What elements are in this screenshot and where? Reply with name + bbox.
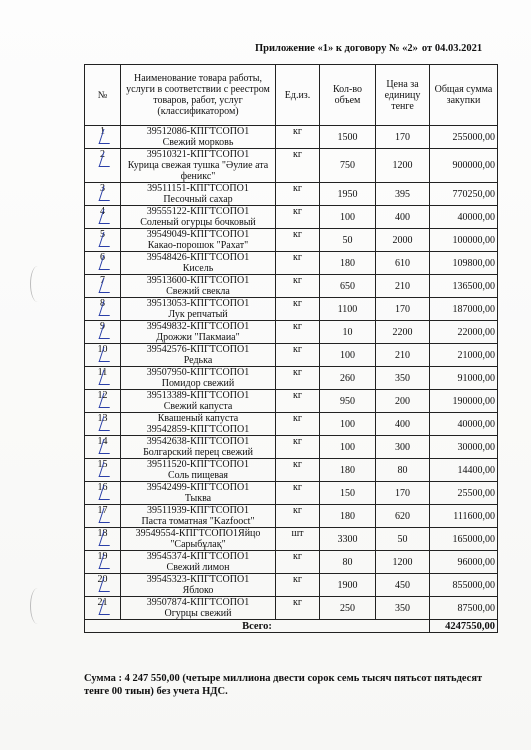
item-code: 39513389-КПГТСОПО1 [146,390,250,401]
quantity-cell: 1100 [320,298,376,321]
row-number: 16 [97,482,108,493]
sum-cell: 855000,00 [430,574,498,597]
row-number-cell [85,528,121,551]
item-name-cell [121,413,276,436]
item-code: 39507950-КПГТСОПО1 [146,367,250,378]
sum-cell: 96000,00 [430,551,498,574]
sum-cell: 91000,00 [430,367,498,390]
price-cell: 80 [376,459,430,482]
quantity-cell: 750 [320,149,376,183]
row-number-cell [85,597,121,620]
sum-cell: 21000,00 [430,344,498,367]
row-number: 14 [97,436,108,447]
row-number-cell [85,436,121,459]
table-row [85,367,498,390]
item-code: 39542499-КПГТСОПО1 [146,482,250,493]
item-name: Паста томатная "Kazfooct" [141,516,255,527]
item-name: Песочный сахар [163,194,233,205]
row-number: 12 [97,390,108,401]
row-number: 2 [100,149,105,160]
item-code: 39513600-КПГТСОПО1 [146,275,250,286]
row-number-cell [85,126,121,149]
table-row [85,597,498,620]
item-code: 39511520-КПГТСОПО1 [146,459,250,470]
punch-hole [30,588,45,624]
item-code: 39507874-КПГТСОПО1 [146,597,250,608]
item-name: Свежий свекла [166,286,230,297]
item-name: Свежий лимон [166,562,230,573]
item-name: Лук репчатый [168,309,228,320]
item-name: Яблоко [182,585,214,596]
sum-cell: 136500,00 [430,275,498,298]
item-code: 39549554-КПГТСОПО1Яйцо [135,528,261,539]
item-code: Квашеный капуста [157,413,239,424]
item-name: Редька [183,355,213,366]
unit-cell: кг [276,413,320,436]
sum-cell: 900000,00 [430,149,498,183]
unit-cell: кг [276,229,320,252]
item-name-cell [121,390,276,413]
row-number-cell [85,459,121,482]
unit-cell: кг [276,298,320,321]
total-sum-text: Сумма : 4 247 550,00 (четыре миллиона двести сорок семь тысяч пятьсот пятьдесят тенге 00 тиын) без учета НДС. [84,673,483,697]
price-cell: 2000 [376,229,430,252]
sum-cell: 30000,00 [430,436,498,459]
item-code: 39542638-КПГТСОПО1 [146,436,250,447]
table-row [85,413,498,436]
item-name: Кисель [182,263,214,274]
procurement-table [84,64,498,633]
item-name-cell [121,298,276,321]
quantity-cell: 100 [320,206,376,229]
quantity-cell: 1950 [320,183,376,206]
row-number: 20 [97,574,108,585]
item-name: Помидор свежий [161,378,235,389]
item-code: 39549832-КПГТСОПО1 [146,321,250,332]
item-code: 39555122-КПГТСОПО1 [146,206,250,217]
sum-cell: 40000,00 [430,206,498,229]
row-number-cell [85,574,121,597]
row-number: 5 [100,229,105,240]
unit-cell: кг [276,344,320,367]
punch-hole [30,266,45,302]
price-cell: 170 [376,482,430,505]
sum-cell: 111600,00 [430,505,498,528]
item-code: 39513053-КПГТСОПО1 [146,298,250,309]
item-code: 39542576-КПГТСОПО1 [146,344,250,355]
table-row [85,149,498,183]
row-number-cell [85,413,121,436]
table-row [85,275,498,298]
sum-cell: 190000,00 [430,390,498,413]
price-cell: 350 [376,597,430,620]
unit-cell: кг [276,275,320,298]
table-row [85,390,498,413]
table-row [85,252,498,275]
column-header-quantity: Кол-во объем [320,65,376,126]
price-cell: 50 [376,528,430,551]
item-name-cell [121,551,276,574]
item-name-cell [121,321,276,344]
sum-cell: 100000,00 [430,229,498,252]
unit-cell: кг [276,206,320,229]
table-header-row [85,65,498,126]
row-number-cell [85,206,121,229]
column-header-price: Цена за единицу тенге [376,65,430,126]
quantity-cell: 150 [320,482,376,505]
row-number: 1 [100,126,105,137]
price-cell: 395 [376,183,430,206]
column-header-sum: Общая сумма закупки [430,65,498,126]
table-row [85,505,498,528]
price-cell: 2200 [376,321,430,344]
item-name: Тыква [184,493,212,504]
item-name-cell [121,229,276,252]
quantity-cell: 1900 [320,574,376,597]
sum-cell: 109800,00 [430,252,498,275]
table-row [85,574,498,597]
unit-cell: кг [276,436,320,459]
item-code: 39512086-КПГТСОПО1 [146,126,250,137]
quantity-cell: 10 [320,321,376,344]
price-cell: 620 [376,505,430,528]
unit-cell: кг [276,459,320,482]
total-value: 4247550,00 [430,620,498,633]
item-name-cell [121,252,276,275]
item-name-cell [121,597,276,620]
document-header [255,43,515,54]
sum-cell: 770250,00 [430,183,498,206]
row-number-cell [85,321,121,344]
table-row [85,183,498,206]
table-row [85,551,498,574]
column-header-unit: Ед.из. [276,65,320,126]
table-row [85,436,498,459]
row-number-cell [85,390,121,413]
table-row [85,229,498,252]
row-number: 7 [100,275,105,286]
total-label: Всего: [85,620,430,633]
row-number-cell [85,149,121,183]
price-cell: 1200 [376,149,430,183]
column-header-name: Наименование товара работы, услуги в соответствии с реестром товаров, работ, услуг (классификатором) [121,65,276,126]
row-number-cell [85,367,121,390]
price-cell: 400 [376,413,430,436]
quantity-cell: 80 [320,551,376,574]
item-name: Какао-порошок "Рахат" [147,240,249,251]
quantity-cell: 260 [320,367,376,390]
item-name-cell [121,528,276,551]
row-number-cell [85,482,121,505]
unit-cell: кг [276,183,320,206]
item-name-cell [121,149,276,183]
price-cell: 300 [376,436,430,459]
row-number: 21 [97,597,108,608]
appendix-title: Приложение «1» к договору № «2» [255,43,418,54]
row-number: 11 [97,367,108,378]
item-code: 39548426-КПГТСОПО1 [146,252,250,263]
item-name-cell [121,482,276,505]
item-code: 39545323-КПГТСОПО1 [146,574,250,585]
sum-cell: 255000,00 [430,126,498,149]
sum-cell: 14400,00 [430,459,498,482]
row-number: 3 [100,183,105,194]
price-cell: 1200 [376,551,430,574]
row-number-cell [85,275,121,298]
item-name: Курица свежая тушка "Әулие ата феникс" [127,160,269,182]
item-name-cell [121,436,276,459]
table-row [85,528,498,551]
price-cell: 400 [376,206,430,229]
total-row [85,620,498,633]
sum-cell: 87500,00 [430,597,498,620]
item-name: Свежий морковь [162,137,234,148]
quantity-cell: 100 [320,436,376,459]
item-name-cell [121,183,276,206]
item-code: 39511151-КПГТСОПО1 [147,183,249,194]
item-code: 39545374-КПГТСОПО1 [146,551,250,562]
table-row [85,482,498,505]
unit-cell: кг [276,505,320,528]
row-number: 18 [97,528,108,539]
item-name: Свежий капуста [163,401,233,412]
item-code: 39511939-КПГТСОПО1 [146,505,250,516]
table-row [85,298,498,321]
sum-cell: 25500,00 [430,482,498,505]
item-name: Болгарский перец свежий [143,447,253,458]
quantity-cell: 180 [320,459,376,482]
unit-cell: кг [276,149,320,183]
item-name-cell [121,574,276,597]
sum-cell: 40000,00 [430,413,498,436]
table-row [85,459,498,482]
table-row [85,344,498,367]
row-number: 8 [100,298,105,309]
table-row [85,206,498,229]
item-code: 39549049-КПГТСОПО1 [146,229,250,240]
price-cell: 210 [376,344,430,367]
item-name: Соль пищевая [167,470,229,481]
sum-cell: 22000,00 [430,321,498,344]
quantity-cell: 1500 [320,126,376,149]
price-cell: 170 [376,298,430,321]
quantity-cell: 650 [320,275,376,298]
item-name-cell [121,367,276,390]
item-name: Огурцы свежий [164,608,232,619]
column-header-number: № [85,65,121,126]
row-number: 10 [97,344,108,355]
item-name-cell [121,344,276,367]
unit-cell: кг [276,551,320,574]
row-number-cell [85,344,121,367]
price-cell: 200 [376,390,430,413]
item-code: 39510321-КПГТСОПО1 [146,149,250,160]
table-row [85,321,498,344]
item-name-cell [121,206,276,229]
price-cell: 170 [376,126,430,149]
row-number-cell [85,298,121,321]
row-number: 19 [97,551,108,562]
sum-cell: 187000,00 [430,298,498,321]
item-name-cell [121,126,276,149]
unit-cell: кг [276,482,320,505]
quantity-cell: 180 [320,505,376,528]
row-number-cell [85,229,121,252]
quantity-cell: 250 [320,597,376,620]
row-number-cell [85,551,121,574]
quantity-cell: 100 [320,413,376,436]
row-number: 17 [97,505,108,516]
quantity-cell: 180 [320,252,376,275]
price-cell: 350 [376,367,430,390]
price-cell: 450 [376,574,430,597]
unit-cell: шт [276,528,320,551]
row-number: 13 [97,413,108,424]
item-name-cell [121,505,276,528]
unit-cell: кг [276,597,320,620]
table-row [85,126,498,149]
unit-cell: кг [276,367,320,390]
row-number-cell [85,183,121,206]
table-body [85,126,498,633]
row-number-cell [85,252,121,275]
unit-cell: кг [276,252,320,275]
unit-cell: кг [276,321,320,344]
row-number: 6 [100,252,105,263]
item-name: Дрожжи "Пакмаиа" [156,332,240,343]
quantity-cell: 950 [320,390,376,413]
unit-cell: кг [276,390,320,413]
item-name: "Сарыбұлақ" [170,539,226,550]
item-name-cell [121,275,276,298]
row-number: 15 [97,459,108,470]
quantity-cell: 3300 [320,528,376,551]
price-cell: 210 [376,275,430,298]
quantity-cell: 100 [320,344,376,367]
item-name: 39542859-КПГТСОПО1 [146,424,250,435]
price-cell: 610 [376,252,430,275]
sum-cell: 165000,00 [430,528,498,551]
item-name: Соленый огурцы бочковый [140,217,256,228]
row-number: 9 [100,321,105,332]
unit-cell: кг [276,126,320,149]
unit-cell: кг [276,574,320,597]
item-name-cell [121,459,276,482]
quantity-cell: 50 [320,229,376,252]
row-number-cell [85,505,121,528]
row-number: 4 [100,206,105,217]
appendix-date: от 04.03.2021 [421,43,483,54]
